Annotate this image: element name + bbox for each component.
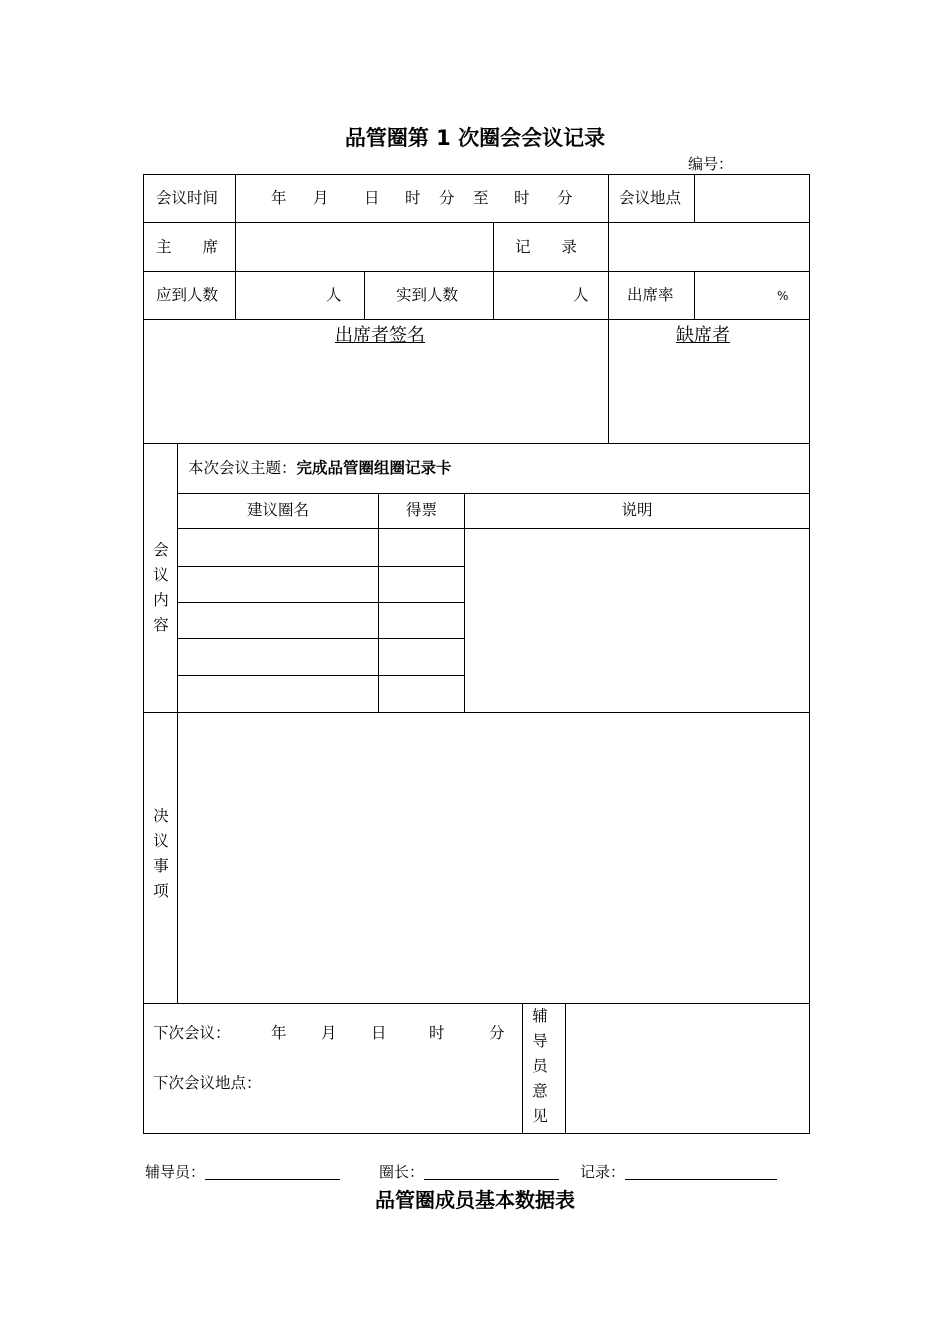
header-votes: 得票 [405,501,437,519]
next-year-label: 年 [271,1024,287,1042]
recorder-signature-line[interactable] [625,1163,777,1180]
row-divider [177,566,465,567]
next-minute-label: 分 [489,1024,505,1042]
row-divider [177,528,810,529]
advisor-opinion-label: 辅导员意见 [532,1007,548,1125]
row-divider [143,1003,810,1004]
signatures-heading: 出席者签名 [335,325,425,346]
next-page-title: 品管圈成员基本数据表 [375,1188,575,1212]
time-to-label: 至 [473,189,489,207]
recorder-label: 记 录 [515,238,578,256]
row-divider [143,443,810,444]
doc-number-label: 编号： [688,155,734,173]
content-section-label: 会议内容 [153,541,169,634]
absent-heading: 缺席者 [676,325,730,346]
resolution-section-label: 决议事项 [153,807,169,900]
header-notes: 说明 [621,501,653,519]
table-border-top [143,174,810,175]
advisor-signature-line[interactable] [205,1163,340,1180]
col-divider [364,271,365,320]
row-divider [177,493,810,494]
leader-signature-line[interactable] [424,1163,559,1180]
recorder-footer-label: 记录： [580,1163,626,1181]
row-divider [177,602,465,603]
chair-label: 主 席 [156,238,219,256]
time-month-label: 月 [313,189,329,207]
attendance-rate-label: 出席率 [627,286,674,304]
topic-label: 本次会议主题： [188,459,297,477]
col-divider [694,271,695,320]
col-divider [565,1003,566,1134]
col-divider [522,1003,523,1134]
leader-label: 圈长： [379,1163,425,1181]
header-suggested-name: 建议圈名 [246,501,309,519]
meeting-place-label: 会议地点 [619,189,682,207]
col-divider [464,493,465,713]
topic-value: 完成品管圈组圈记录卡 [296,459,452,477]
time-year-label: 年 [271,189,287,207]
time-day-label: 日 [364,189,380,207]
rate-unit: % [777,289,789,303]
next-place-label: 下次会议地点： [153,1074,262,1092]
table-border-left [143,174,144,1134]
row-divider [143,271,810,272]
next-meeting-label: 下次会议： [153,1024,231,1042]
expected-count-label: 应到人数 [156,286,219,304]
col-divider [378,493,379,713]
next-hour-label: 时 [429,1024,445,1042]
actual-count-label: 实到人数 [396,286,459,304]
next-month-label: 月 [321,1024,337,1042]
row-divider [143,319,810,320]
meeting-time-label: 会议时间 [156,189,219,207]
table-border-right [809,174,810,1134]
advisor-label: 辅导员： [145,1163,206,1181]
next-day-label: 日 [371,1024,387,1042]
row-divider [177,638,465,639]
col-divider [235,174,236,320]
col-divider [177,443,178,1004]
time-minute2-label: 分 [557,189,573,207]
col-divider [694,174,695,223]
table-border-bottom [143,1133,810,1134]
time-hour2-label: 时 [514,189,530,207]
row-divider [143,222,810,223]
time-minute-label: 分 [439,189,455,207]
page-title: 品管圈第 1 次圈会会议记录 [344,126,606,150]
col-divider [493,222,494,320]
row-divider [177,675,465,676]
col-divider [608,174,609,444]
actual-unit: 人 [573,286,589,304]
row-divider [143,712,810,713]
time-hour-label: 时 [405,189,421,207]
expected-unit: 人 [326,286,342,304]
